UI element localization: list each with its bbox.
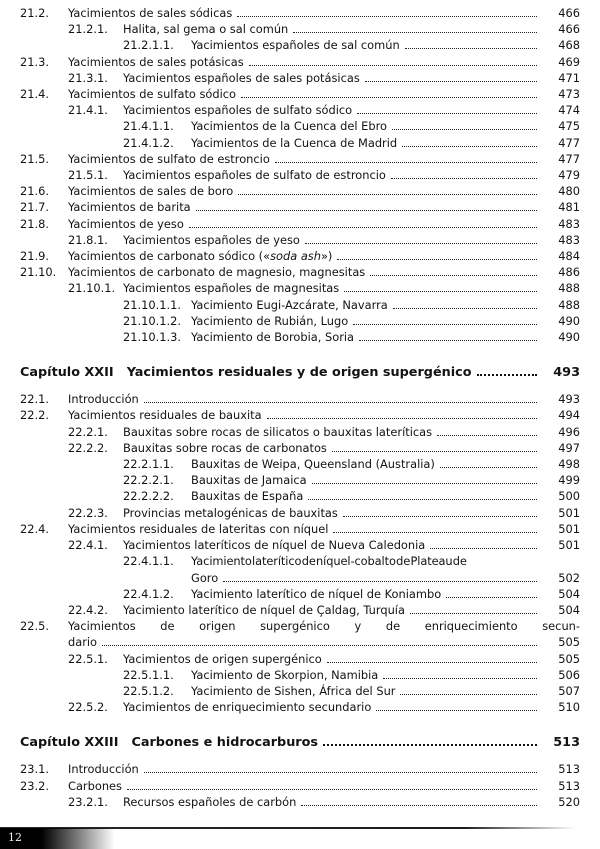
toc-entry-continuation [20,634,580,650]
page-number: 486 [558,265,580,280]
entry-title-continuation: Goro [191,570,219,585]
entry-title: Yacimientos de la Cuenca del Ebro [191,119,388,134]
toc-entry [123,667,580,683]
entry-number: 21.3. [20,54,49,69]
entry-title: Yacimiento laterítico de níquel de Koniambo [191,586,442,601]
page-number: 494 [558,408,580,423]
toc-entry [68,167,580,183]
footer-page-number: 12 [8,831,22,844]
entry-title: Recursos españoles de carbón [123,794,297,809]
page-number: 520 [558,794,580,809]
entry-number: 21.2. [20,6,49,20]
entry-number: 22.4.2. [68,602,108,617]
page-number: 513 [558,762,580,777]
page-number: 475 [558,119,580,134]
entry-number: 21.4.1. [68,103,108,118]
entry-title: Yacimientos de origen supergénico y de enriquecimiento secun- [68,619,580,634]
dot-leader [144,772,537,773]
dot-leader [308,499,537,500]
page-number: 502 [558,570,580,585]
page-number: 499 [558,473,580,488]
entry-number: 21.10.1.2. [123,313,181,328]
entry-number: 22.2.1.1. [123,457,174,472]
entry-title: Yacimientos de enriquecimiento secundario [123,700,372,715]
toc-entry [68,602,580,618]
toc-entry [20,5,580,21]
entry-title: Yacimientos residuales de bauxita [68,408,262,423]
page-number: 507 [558,683,580,698]
entry-title: Introducción [68,392,139,407]
chapter-title: Yacimientos residuales y de origen supergénico [126,365,472,381]
dot-leader [383,678,537,679]
chapter-heading [20,364,580,381]
entry-number: 23.2. [20,778,49,793]
entry-title: Yacimientos españoles de sulfato sódico [123,103,353,118]
dot-leader [437,435,537,436]
entry-title: Yacimiento Eugi-Azcárate, Navarra [191,297,388,312]
entry-number: 21.5.1. [68,168,108,183]
entry-title-continuation: dario [68,635,98,650]
entry-title: Yacimiento de Sishen, África del Sur [191,683,396,698]
page-number: 490 [558,330,580,345]
entry-number: 21.3.1. [68,70,108,85]
toc-entry [20,199,580,215]
entry-number: 21.2.1. [68,22,108,37]
dot-leader [344,291,537,292]
entry-number: 21.8. [20,216,49,231]
entry-number: 23.1. [20,762,49,777]
dot-leader [323,744,537,746]
entry-number: 22.5.1.2. [123,683,174,698]
entry-title: Yacimiento de Borobia, Soria [191,330,355,345]
dot-leader [370,275,537,276]
toc-entry [68,537,580,553]
entry-number: 21.4. [20,87,49,102]
entry-title: Yacimientos de sulfato sódico [68,87,237,102]
toc-entry [68,505,580,521]
italic-term: soda ash [270,249,321,264]
toc-entry [20,54,580,70]
toc-entry [123,329,580,345]
entry-title: Yacimientos españoles de magnesitas [123,281,340,296]
chapter-label: Capítulo XXIII [20,735,119,751]
toc-entry [20,391,580,407]
toc-entry [20,151,580,167]
toc-entry [20,618,580,634]
toc-entry [20,407,580,423]
entry-title: Yacimientos de barita [68,200,191,215]
page-number: 493 [553,365,580,381]
entry-number: 22.4.1. [68,538,108,553]
entry-number: 21.5. [20,151,49,166]
dot-leader [391,178,537,179]
page-number: 505 [558,635,580,650]
page-number: 496 [558,424,580,439]
entry-title: Yacimientos lateríticos de níquel de Nueva Caledonia [123,538,426,553]
entry-number: 22.2.3. [68,505,108,520]
page-number: 501 [558,521,580,536]
entry-number: 22.2. [20,408,49,423]
toc-entry [20,216,580,232]
toc-entry [68,70,580,86]
dot-leader [237,16,537,17]
entry-title: Bauxitas sobre rocas de carbonatos [123,440,327,455]
entry-title: Carbones [68,778,122,793]
dot-leader [144,402,537,403]
entry-title: Yacimientos de yeso [68,216,184,231]
toc-entry [123,472,580,488]
entry-number: 22.5. [20,619,49,634]
page-number: 471 [558,70,580,85]
toc-entry-continuation [123,570,580,586]
entry-title: Yacimientos de sales de boro [68,184,234,199]
entry-title: Yacimientos residuales de lateritas con níquel [68,521,329,536]
entry-number: 21.4.1.1. [123,119,174,134]
page-number: 469 [558,54,580,69]
entry-title: Yacimientos de carbonato de magnesio, magnesitas [68,265,366,280]
page-number: 473 [558,87,580,102]
toc-entry [123,135,580,151]
dot-leader [376,710,537,711]
entry-number: 22.2.2.1. [123,473,174,488]
entry-number: 22.5.1. [68,651,108,666]
dot-leader [241,97,537,98]
toc-entry [68,280,580,296]
chapter-label: Capítulo XXII [20,365,114,381]
page-number: 506 [558,667,580,682]
dot-leader [430,548,537,549]
page-number: 505 [558,651,580,666]
entry-number: 22.5.1.1. [123,667,174,682]
entry-number: 21.10.1.3. [123,330,181,345]
entry-number: 21.8.1. [68,232,108,247]
toc-entry [20,183,580,199]
entry-title: Yacimientos de carbonato sódico («soda ash») [68,249,333,264]
entry-number: 21.4.1.2. [123,135,174,150]
dot-leader [333,532,537,533]
entry-number: 21.2.1.1. [123,38,174,53]
entry-number: 21.10.1.1. [123,297,181,312]
page-number: 488 [558,281,580,296]
page-number: 498 [558,457,580,472]
page-number: 484 [558,249,580,264]
entry-number: 21.6. [20,184,49,199]
toc-entry [20,248,580,264]
toc-entry [123,37,580,53]
page-number: 490 [558,313,580,328]
entry-title: Bauxitas de Jamaica [191,473,307,488]
page-number: 474 [558,103,580,118]
toc-list [20,5,580,810]
toc-entry [68,424,580,440]
dot-leader [196,210,537,211]
entry-number: 22.4. [20,521,49,536]
dot-leader [357,113,537,114]
dot-leader [477,374,537,376]
entry-number: 22.5.2. [68,700,108,715]
entry-title: Yacimientos españoles de sales potásicas [123,70,360,85]
dot-leader [343,516,537,517]
entry-title: Introducción [68,762,139,777]
dot-leader [223,581,537,582]
page-number: 479 [558,168,580,183]
dot-leader [305,243,537,244]
toc-entry [68,699,580,715]
dot-leader [301,805,537,806]
footer-page-badge [0,828,130,849]
page-number: 513 [553,735,580,751]
toc-entry [68,21,580,37]
entry-number: 22.4.1.2. [123,586,174,601]
page-number: 500 [558,489,580,504]
entry-title: Yacimiento laterítico de níquel de Çaldag, Turquía [123,602,405,617]
entry-title: Provincias metalogénicas de bauxitas [123,505,338,520]
toc-entry [123,586,580,602]
toc-entry [123,118,580,134]
entry-number: 22.2.2.2. [123,489,174,504]
entry-title: Bauxitas de Weipa, Queensland (Australia) [191,457,435,472]
entry-title: Yacimientos de la Cuenca de Madrid [191,135,398,150]
dot-leader [400,694,537,695]
entry-title: Yacimientos españoles de sal común [191,38,400,53]
toc-entry [68,440,580,456]
dot-leader [353,324,537,325]
entry-number: 21.9. [20,249,49,264]
page-number: 466 [558,6,580,20]
dot-leader [365,81,537,82]
entry-title: Halita, sal gema o sal común [123,22,289,37]
toc-entry [123,488,580,504]
dot-leader [312,483,537,484]
toc-entry [20,521,580,537]
toc-entry [20,761,580,777]
page-number: 501 [558,505,580,520]
entry-number: 21.10. [20,265,57,280]
toc-entry [123,456,580,472]
entry-title: Yacimientos de sales potásicas [68,54,244,69]
chapter-title: Carbones e hidrocarburos [131,735,319,751]
dot-leader [402,146,537,147]
page-number: 504 [558,586,580,601]
page-number: 466 [558,22,580,37]
dot-leader [392,129,537,130]
dot-leader [327,662,537,663]
entry-title: Yacimientos de sulfato de estroncio [68,151,270,166]
page-number: 481 [558,200,580,215]
toc-entry [68,232,580,248]
entry-title: Yacimientos de sales sódicas [68,6,233,20]
toc-entry [68,651,580,667]
page-number: 483 [558,232,580,247]
entry-number: 22.1. [20,392,49,407]
entry-number: 22.2.1. [68,424,108,439]
toc-entry [68,794,580,810]
dot-leader [127,789,537,790]
entry-title: Bauxitas sobre rocas de silicatos o bauxitas lateríticas [123,424,433,439]
dot-leader [293,32,537,33]
entry-title: Yacimiento de Rubián, Lugo [191,313,349,328]
dot-leader [189,227,537,228]
toc-entry [123,553,580,569]
toc-entry [68,102,580,118]
toc-entry [20,778,580,794]
dot-leader [332,451,537,452]
dot-leader [393,308,537,309]
dot-leader [337,259,537,260]
dot-leader [102,645,537,646]
page-number: 497 [558,440,580,455]
entry-title: Yacimientos españoles de sulfato de estroncio [123,168,386,183]
page-number: 513 [558,778,580,793]
dot-leader [238,194,537,195]
dot-leader [410,613,537,614]
page-number: 488 [558,297,580,312]
page-number: 477 [558,151,580,166]
entry-number: 21.10.1. [68,281,116,296]
entry-number: 22.2.2. [68,440,108,455]
page-number: 501 [558,538,580,553]
dot-leader [275,162,537,163]
entry-title: Bauxitas de España [191,489,304,504]
entry-number: 21.7. [20,200,49,215]
entry-title: Yacimiento laterítico de níquel-cobalto de Plateau de [191,554,467,569]
toc-entry [123,683,580,699]
page-number: 477 [558,135,580,150]
page-number: 480 [558,184,580,199]
page-number: 468 [558,38,580,53]
dot-leader [405,48,537,49]
toc-entry [20,86,580,102]
page-number: 493 [558,392,580,407]
entry-number: 23.2.1. [68,794,108,809]
page-number: 483 [558,216,580,231]
dot-leader [440,467,537,468]
entry-number: 22.4.1.1. [123,554,174,569]
page-number: 504 [558,602,580,617]
page-number: 510 [558,700,580,715]
dot-leader [446,597,537,598]
toc-entry [20,264,580,280]
entry-title: Yacimiento de Skorpion, Namibia [191,667,379,682]
dot-leader [267,418,537,419]
toc-entry [123,313,580,329]
toc-entry [123,297,580,313]
entry-title: Yacimientos de origen supergénico [123,651,322,666]
entry-title: Yacimientos españoles de yeso [123,232,300,247]
chapter-heading [20,734,580,751]
dot-leader [359,340,537,341]
dot-leader [249,65,537,66]
